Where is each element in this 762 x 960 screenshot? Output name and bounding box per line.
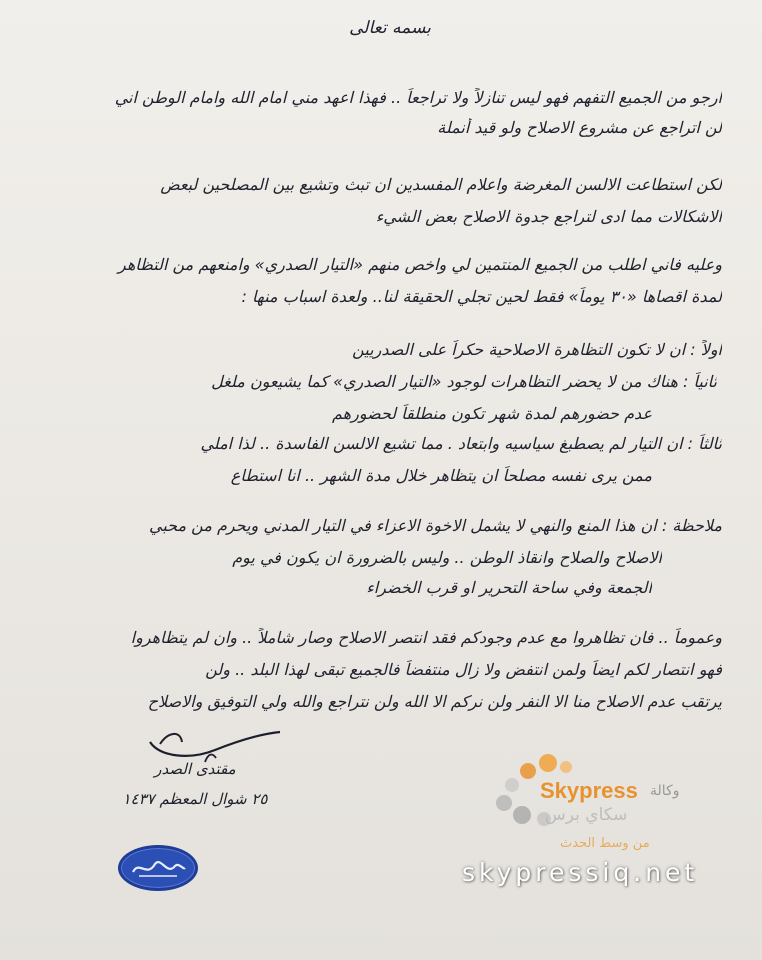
signature-date: ٢٥ شوال المعظم ١٤٣٧ [122,790,268,808]
watermark-url: skypressiq.net [462,858,699,887]
watermark-tagline: من وسط الحدث [560,836,650,851]
point-second: ثانياً : هناك من لا يحضر التظاهرات لوجود «التيار الصدري» كما يشيعون ملغل [211,372,717,391]
point-third-continued: ممن يرى نفسه مصلحاً ان يتظاهر خلال مدة الشهر .. انا استطاع [230,466,652,485]
paragraph-2-line-2: الاشكالات مما ادى لتراجع جدوة الاصلاح بعض الشيء [375,207,722,226]
paragraph-3-line-2: لمدة اقصاها «٣٠ يوماً» فقط لحين تجلي الحقيقة لنا.. ولعدة اسباب منها : [241,287,722,306]
closing-line-2: فهو انتصار لكم ايضاً ولمن انتفض ولا زال منتفضاً فالجميع تبقى لهذا البلد .. ولن [205,660,722,679]
point-second-continued: عدم حضورهم لمدة شهر تكون منطلقاً لحضورهم [332,404,652,423]
watermark-brand: Skypress [540,778,638,803]
seal-inscription-icon [121,848,195,888]
signature-name: مقتدى الصدر [154,760,236,778]
point-first: اولاً : ان لا تكون التظاهرة الاصلاحية حكراً على الصدريين [352,340,722,359]
paragraph-1-line-2: لن اتراجع عن مشروع الاصلاح ولو قيد أنملة [437,118,722,137]
paragraph-1-line-1: ارجو من الجميع التفهم فهو ليس تنازلاً ولا تراجعاً .. فهذا اعهد مني امام الله وامام الوطن اني [114,88,722,107]
basmala: بسمه تعالى [349,18,431,38]
official-seal [118,845,198,891]
paragraph-2-line-1: لكن استطاعت الالسن المغرضة واعلام المفسدين ان تبث وتشيع بين المصلحين لبعض [160,175,722,194]
closing-line-1: وعموماً .. فان تظاهروا مع عدم وجودكم فقد انتصر الاصلاح وصار شاملاً .. وان لم يتظاهروا [130,628,722,647]
closing-line-3: يرتقب عدم الاصلاح منا الا النفر ولن نركم الا الله ولن نتراجع والله ولي التوفيق والاصلاح [147,692,722,711]
note-line-1: ملاحظة : ان هذا المنع والنهي لا يشمل الاخوة الاعزاء في التيار المدني ويحرم من محبي [149,516,722,535]
watermark-arabic-name: سكاي برس [545,805,628,825]
note-line-3: الجمعة وفي ساحة التحرير او قرب الخضراء [366,578,652,597]
note-line-2: الاصلاح والصلاح وانقاذ الوطن .. وليس بالضرورة ان يكون في يوم [232,548,662,567]
paragraph-3-line-1: وعليه فاني اطلب من الجميع المنتمين لي واخص منهم «التيار الصدري» وامنعهم من التظاهر [117,255,722,274]
watermark-agency-label: وكالة [650,783,680,799]
point-third: ثالثاً : ان التيار لم يصطبغ سياسيه وابتعاد . مما تشيع الالسن الفاسدة .. لذا املي [200,434,722,453]
